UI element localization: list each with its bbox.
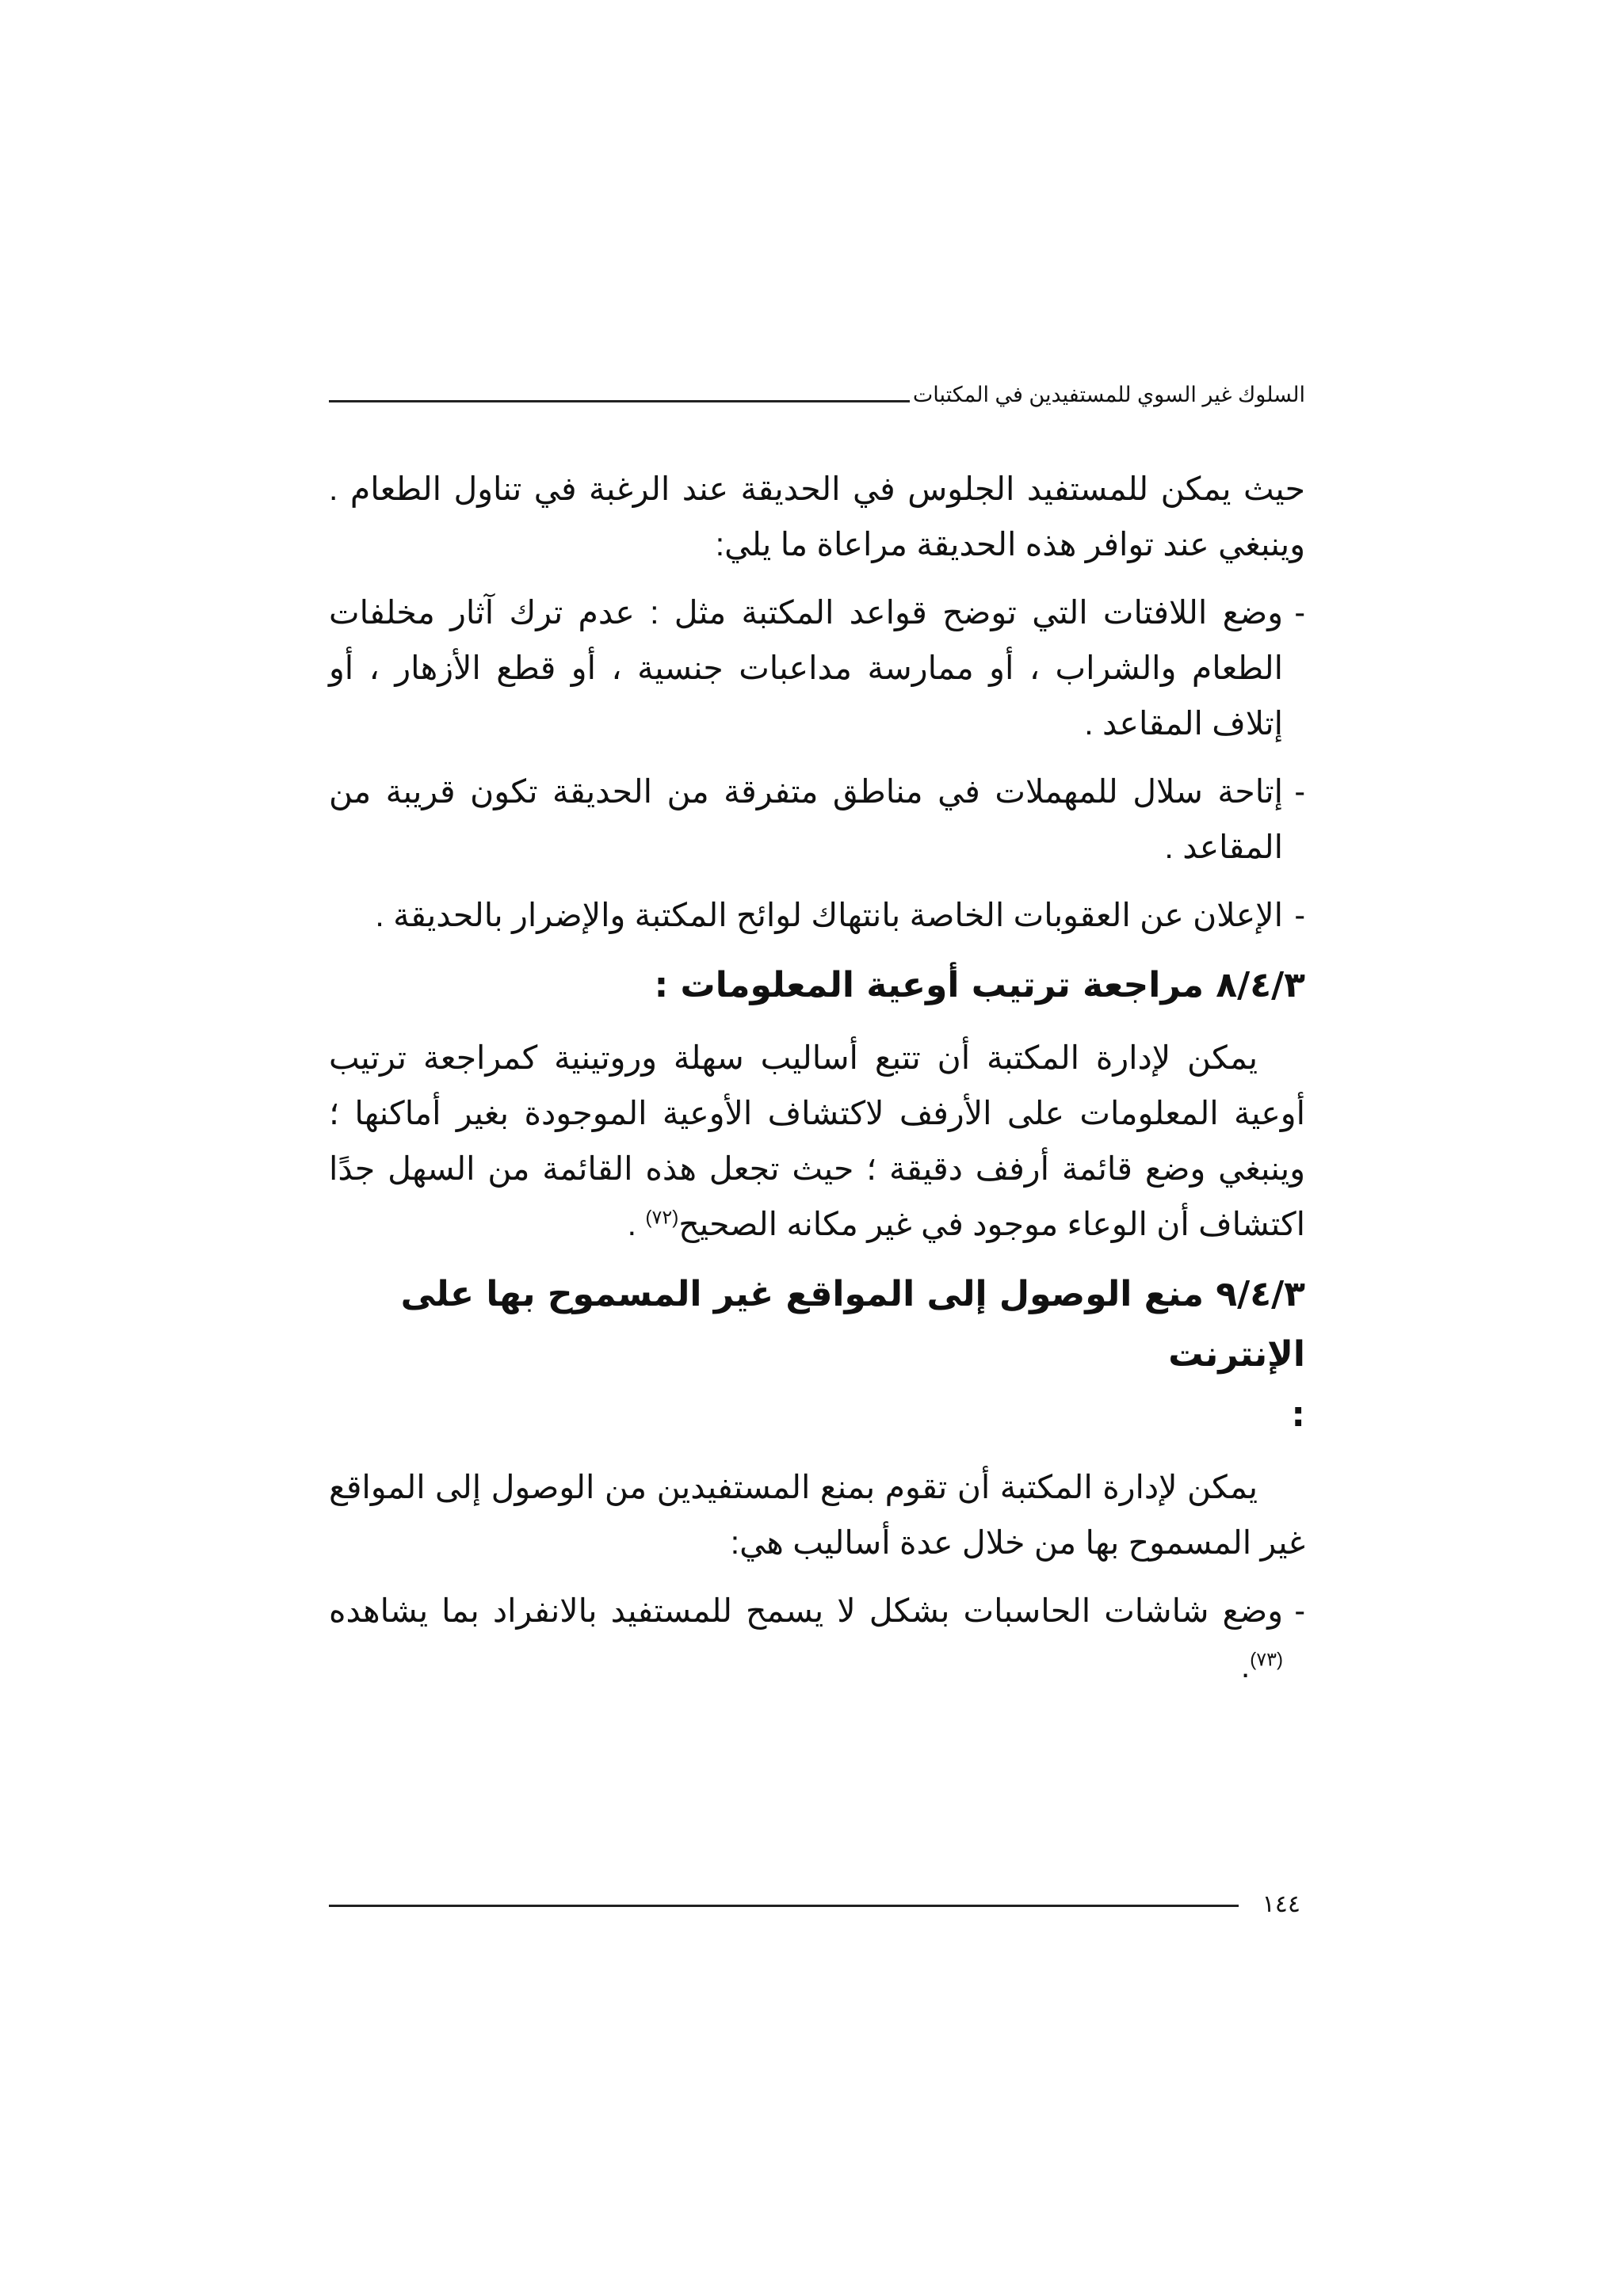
running-header	[329, 372, 1305, 412]
list-item-text	[329, 1583, 1283, 1694]
list-item	[329, 887, 1305, 943]
section-9-paragraph: يمكن لإدارة المكتبة أن تقوم بمنع المستفيدين من الوصول إلى المواقع غير المسموح بها من خلال عدة أساليب هي:	[329, 1469, 1305, 1561]
list-item	[329, 585, 1305, 751]
section-heading-8: ٨/٤/٣ مراجعة ترتيب أوعية المعلومات :	[654, 965, 1305, 1005]
section-8-paragraph	[329, 1030, 1305, 1252]
page-number: ١٤٤	[1262, 1890, 1300, 1917]
list-item	[329, 1583, 1305, 1694]
footnote-reference[interactable]: (٧٣)	[1250, 1649, 1283, 1671]
bullet-dash: -	[1294, 773, 1305, 810]
bullet-dash: -	[1294, 1592, 1305, 1629]
section-8-text: يمكن لإدارة المكتبة أن تتبع أساليب سهلة وروتينية كمراجعة ترتيب أوعية المعلومات على الأرفف لاكتشاف الأوعية الموجودة بغير أماكنها ؛ وينبغي وضع قائمة أرفف دقيقة ؛ حيث تجعل هذه القائمة من السهل جدًا اكتشاف أن الوعاء موجود في غير مكانه الصحيح	[329, 1039, 1305, 1242]
page-body	[329, 461, 1305, 1707]
section-9-bullet-end: .	[1240, 1648, 1251, 1684]
section-9-bullet-text: وضع شاشات الحاسبات بشكل لا يسمح للمستفيد بالانفراد بما يشاهده	[329, 1592, 1283, 1629]
footnote-reference[interactable]: (٧٢)	[645, 1207, 679, 1229]
footer-rule	[329, 1905, 1239, 1907]
list-item	[329, 764, 1305, 875]
section-8-text-end: .	[627, 1206, 646, 1242]
page-footer	[329, 1884, 1305, 1924]
list-item-text: وضع اللافتات التي توضح قواعد المكتبة مثل : عدم ترك آثار مخلفات الطعام والشراب ، أو ممارسة مداعبات جنسية ، أو قطع الأزهار ، أو إتلاف المقاعد .	[329, 594, 1283, 742]
section-9-heading-colon: :	[1291, 1394, 1305, 1435]
list-item-text: الإعلان عن العقوبات الخاصة بانتهاك لوائح المكتبة والإضرار بالحديقة .	[375, 897, 1283, 933]
bullet-dash: -	[1294, 897, 1305, 933]
section-9-heading-text: ٩/٤/٣ منع الوصول إلى المواقع غير المسموح بها على الإنترنت	[400, 1274, 1305, 1375]
section-heading-9	[329, 1264, 1305, 1445]
list-item-text: إتاحة سلال للمهملات في مناطق متفرقة من الحديقة تكون قريبة من المقاعد .	[329, 773, 1283, 865]
running-title: السلوك غير السوي للمستفيدين في المكتبات	[912, 383, 1305, 406]
header-rule	[329, 400, 910, 402]
bullet-dash: -	[1294, 594, 1305, 631]
intro-paragraph: حيث يمكن للمستفيد الجلوس في الحديقة عند الرغبة في تناول الطعام . وينبغي عند توافر هذه الحديقة مراعاة ما يلي:	[329, 471, 1305, 563]
